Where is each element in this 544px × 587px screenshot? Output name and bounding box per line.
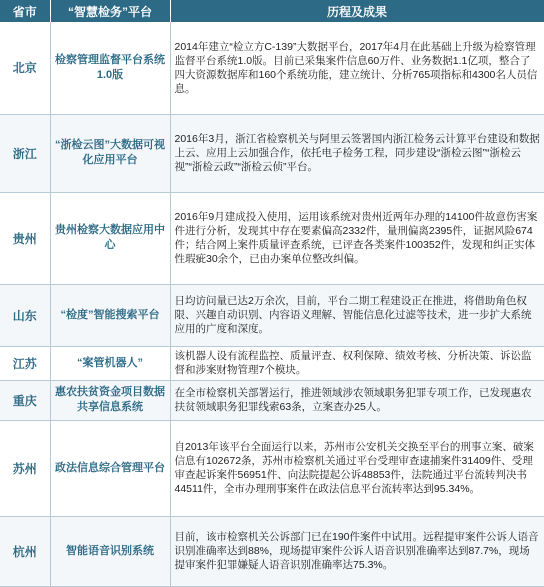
table-row [0,192,544,284]
table-row [0,22,544,114]
platform-cell: “浙检云图”大数据可视化应用平台 [50,114,170,192]
province-cell: 山东 [0,284,50,346]
platform-cell: 检察管理监督平台系统1.0版 [50,22,170,114]
history-cell: 自2013年该平台全面运行以来，苏州市公安机关交换至平台的刑事立案、破案信息有102672条，苏州市检察机关通过平台受理审查逮捕案件31409件、受理审查起诉案件56951件、向法院提起公诉48853件，法院通过平台流转判决书44511件，全市办理刑事案件在政法信息平台流转率达到95.34%。 [170,420,544,516]
history-cell: 目前，该市检察机关公诉部门已在190件案件中试用。远程提审案件公诉人语音识别准确率达到88%，现场提审案件公诉人语音识别准确率达到87.7%，现场提审案件犯罪嫌疑人语音识别准确率达75.3%。 [170,516,544,586]
platform-cell: 政法信息综合管理平台 [50,420,170,516]
table-row [0,114,544,192]
table-row [0,346,544,380]
history-cell: 2016年3月，浙江省检察机关与阿里云签署国内浙江检务云计算平台建设和数据上云、应用上云加强合作，依托电子检务工程，同步建设“浙检云图”“浙检云视”“浙检云政”“浙检云侦”平台。 [170,114,544,192]
history-cell: 2014年建立“检立方C-139”大数据平台，2017年4月在此基础上升级为检察管理监督平台系统1.0版。目前已采集案件信息60万件、业务数据1.1亿项，整合了四大资源数据库和160个系统功能，建立统计、分析765项指标和4300名人员信息。 [170,22,544,114]
province-cell: 浙江 [0,114,50,192]
table-row [0,420,544,516]
header-platform: “智慧检务”平台 [50,0,170,22]
history-cell: 该机器人设有流程监控、质量评查、权利保障、绩效考核、分析决策、诉讼监督和涉案财物管理7个模块。 [170,346,544,380]
header-history: 历程及成果 [170,0,544,22]
province-cell: 重庆 [0,380,50,420]
province-cell: 贵州 [0,192,50,284]
history-cell: 在全市检察机关部署运行，推进领域涉农领域职务犯罪专项工作，已发现惠农扶贫领域职务犯罪线索63条，立案查办25人。 [170,380,544,420]
platform-cell: 惠农扶贫资金项目数据共享信息系统 [50,380,170,420]
province-cell: 江苏 [0,346,50,380]
platform-cell: 贵州检察大数据应用中心 [50,192,170,284]
table-row [0,380,544,420]
province-cell: 北京 [0,22,50,114]
history-cell: 2016年9月建成投入使用，运用该系统对贵州近两年办理的14100件故意伤害案件进行分析，发现其中存在要素偏高2332件，量刑偏离2395件，证据风险674件；结合网上案件质量评查系统，已评查各类案件100352件，发现和纠正实体性瑕疵30余个，已由办案单位整改纠偏。 [170,192,544,284]
province-cell: 苏州 [0,420,50,516]
platform-cell: “案管机器人” [50,346,170,380]
table-row [0,516,544,586]
platform-cell: 智能语音识别系统 [50,516,170,586]
header-province: 省市 [0,0,50,22]
platform-cell: “检度”智能搜索平台 [50,284,170,346]
table-row [0,284,544,346]
table-header-row [0,0,544,22]
history-cell: 日均访问量已达2万余次，目前，平台二期工程建设正在推进，将借助角色权限、兴趣自动识别、内容语义理解、智能信息化过滤等技术，进一步扩大系统应用的广度和深度。 [170,284,544,346]
province-cell: 杭州 [0,516,50,586]
